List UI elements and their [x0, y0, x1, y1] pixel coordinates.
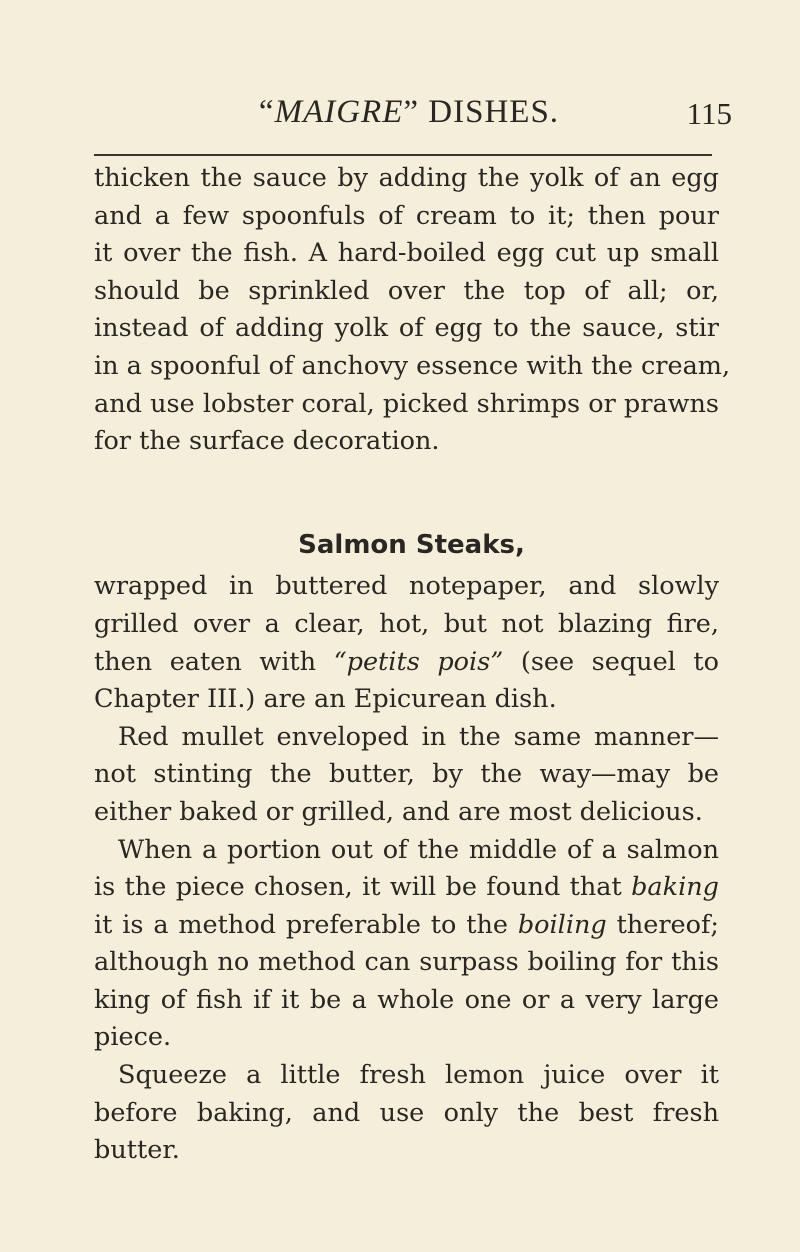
text-line: should be sprinkled over the top of all; or,	[94, 275, 719, 306]
paragraph-4	[94, 832, 719, 1058]
section-heading: Salmon Steaks,	[298, 529, 525, 560]
title-rest: DISHES.	[419, 94, 560, 130]
paragraph-3	[94, 719, 719, 832]
paragraph-5	[94, 1057, 719, 1170]
text-line: grilled over a clear, hot, but not blazing fire,	[94, 608, 719, 639]
text-line: Red mullet enveloped in the same manner—	[118, 721, 719, 752]
italic-word: baking	[631, 872, 719, 903]
text-run: it is a method preferable to the	[94, 909, 518, 940]
running-head	[94, 92, 732, 142]
text-run: thereof;	[606, 909, 720, 940]
running-title	[94, 92, 724, 132]
text-line: not stinting the butter, by the way—may be	[94, 759, 719, 790]
text-line: although no method can surpass boiling for this	[94, 947, 719, 978]
text-line: and use lobster coral, picked shrimps or prawns	[94, 388, 719, 419]
text-line: for the surface decoration.	[94, 426, 440, 457]
text-line: instead of adding yolk of egg to the sauce, stir	[94, 313, 719, 344]
text-line: king of fish if it be a whole one or a very large	[94, 984, 719, 1015]
header-rule	[94, 154, 712, 156]
title-close-quote: ”	[403, 94, 420, 130]
title-italic-word: MAIGRE	[274, 94, 404, 130]
text-line: butter.	[94, 1135, 180, 1166]
text-line	[94, 907, 719, 945]
italic-phrase: “petits pois”	[333, 646, 504, 677]
text-line: before baking, and use only the best fresh	[94, 1097, 719, 1128]
title-open-quote: “	[258, 94, 275, 130]
text-line: Chapter III.) are an Epicurean dish.	[94, 684, 557, 715]
text-line: When a portion out of the middle of a salmon	[118, 834, 719, 865]
text-run: then eaten with	[94, 646, 334, 677]
text-line: either baked or grilled, and are most delicious.	[94, 796, 703, 827]
text-line: piece.	[94, 1022, 172, 1053]
text-line: wrapped in buttered notepaper, and slowly	[94, 571, 719, 602]
text-line	[94, 644, 719, 682]
text-line: it over the fish. A hard-boiled egg cut up small	[94, 238, 719, 269]
body-text	[94, 160, 731, 1170]
page-number: 115	[686, 96, 732, 131]
text-line	[94, 869, 719, 907]
text-run: (see sequel to	[503, 646, 719, 677]
text-line: in a spoonful of anchovy essence with the cream,	[94, 350, 731, 381]
italic-word: boiling	[517, 909, 607, 940]
text-line: thicken the sauce by adding the yolk of an egg	[94, 163, 719, 193]
paragraph-2	[94, 568, 719, 718]
text-run: is the piece chosen, it will be found that	[94, 872, 632, 903]
text-line: and a few spoonfuls of cream to it; then pour	[94, 200, 719, 231]
paragraph-1	[94, 160, 731, 461]
text-line: Squeeze a little fresh lemon juice over it	[118, 1060, 719, 1091]
